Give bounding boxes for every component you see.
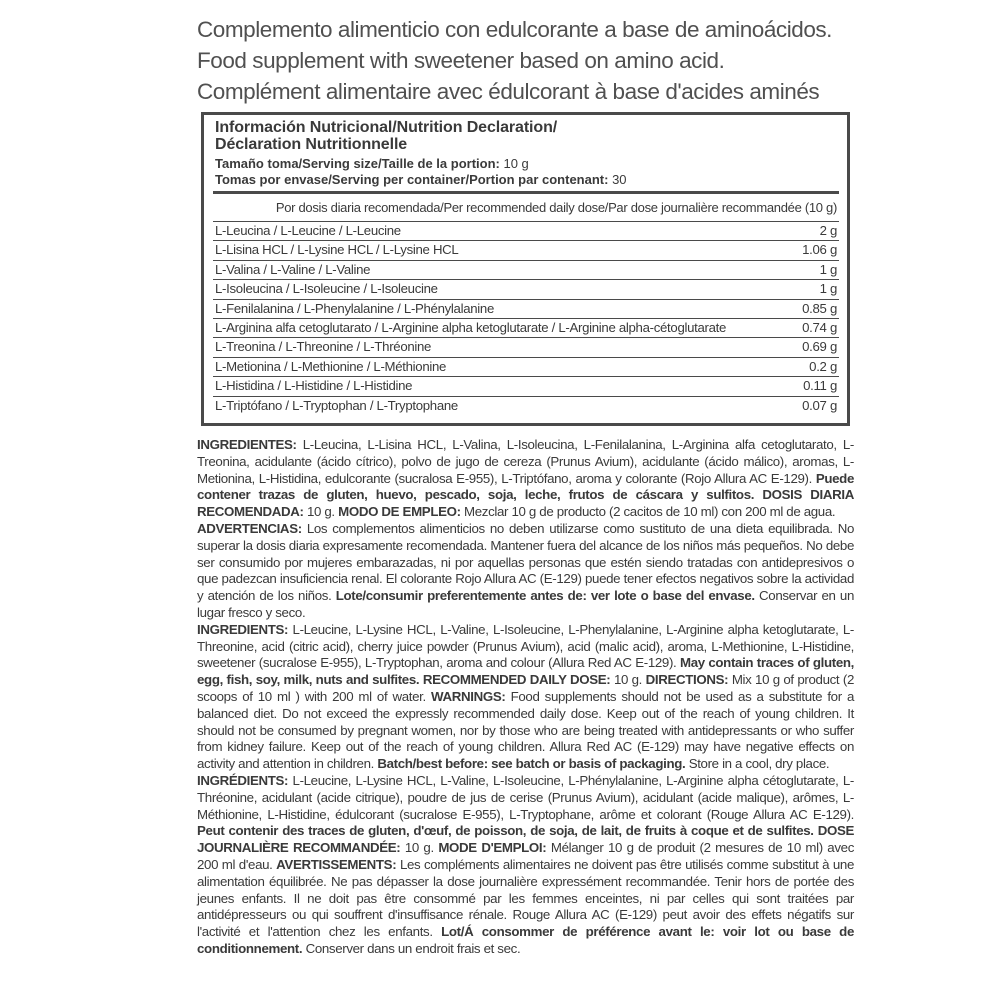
- nutrient-row: [213, 319, 839, 338]
- en-warnings: Food supplements should not be used as a substitute for a balanced diet. Do not exceed the expressly recommended daily dose. Keep out of the reach of young children. It should not be consumed by pregnant women, nor by those who are being treated with antidepressants or who suffer from kidney failure. Keep out of the reach of young children. Allura Red AC (E-129) may have negative effects on activity and attention in children.: [197, 688, 854, 772]
- nutrient-value: 0.85 g: [802, 300, 837, 316]
- nutrient-name: L-Metionina / L-Methionine / L-Méthionine: [215, 358, 447, 374]
- headline-en: Food supplement with sweetener based on amino acid.: [197, 48, 725, 73]
- nutrient-value: 1.06 g: [802, 242, 837, 258]
- nutrient-row: [213, 300, 839, 319]
- french-section: [197, 773, 854, 958]
- panel-title-line1: Información Nutricional/Nutrition Declaration/: [215, 119, 558, 136]
- fr-storage: Conserver dans un endroit frais et sec.: [302, 940, 521, 956]
- en-storage: Store in a cool, dry place.: [685, 756, 830, 772]
- panel-title-line2: Déclaration Nutritionnelle: [215, 136, 408, 153]
- nutrient-row: [213, 241, 839, 260]
- nutrient-name: L-Treonina / L-Threonine / L-Thréonine: [215, 339, 432, 355]
- es-storage: Conservar en un lugar fresco y seco.: [197, 588, 855, 620]
- servings-value: 30: [608, 172, 627, 187]
- es-ingredients: L-Leucina, L-Lisina HCL, L-Valina, L-Isoleucina, L-Fenilalanina, L-Arginina alfa cetoglutarato, L-Treonina, acidulante (ácido cítrico), polvo de jugo de cereza (Prunus Avium), acidulante (ácido málico), aromas, L-Metionina, L-Histidina, edulcorante (sucralosa E-955), L-Triptófano, aroma y colorante (Rojo Allura AC E-129).: [197, 437, 854, 486]
- es-allergens: Puede contener trazas de gluten, huevo, pescado, soja, leche, frutos de cáscara y sulfitos. DOSIS DIARIA RECOMENDADA:: [197, 470, 854, 520]
- es-lot: Lote/consumir preferentemente antes de: ver lote o base del envase.: [335, 588, 755, 604]
- en-ingredients: L-Leucine, L-Lysine HCL, L-Valine, L-Isoleucine, L-Phenylalanine, L-Arginine alpha ketoglutarate, L-Threonine, acid (citric acid), cherry juice powder (Prunus Avium), acid (malic acid), aroma, L-Methionine, L-Histidine, sweetener (sucralose E-955), L-Tryptophan, aroma and colour (Allura Red AC E-129).: [197, 621, 854, 671]
- en-directions: Mix 10 g of product (2 scoops of 10 ml ) with 200 ml of water.: [197, 672, 854, 704]
- servings-per-container: [215, 172, 837, 188]
- fr-warnings-label: AVERTISSEMENTS:: [276, 856, 397, 872]
- nutrient-row: [213, 280, 839, 299]
- nutrient-name: L-Arginina alfa cetoglutarato / L-Arginine alpha ketoglutarate / L-Arginine alpha-cétoglutarate: [215, 319, 727, 335]
- serving-size-label: Tamaño toma/Serving size/Taille de la portion:: [215, 156, 500, 171]
- en-warnings-label: WARNINGS:: [431, 688, 506, 704]
- nutrient-name: L-Isoleucina / L-Isoleucine / L-Isoleucine: [215, 281, 438, 297]
- nutrient-row: [213, 358, 839, 377]
- nutrient-value: 1 g: [819, 281, 837, 297]
- nutrient-name: L-Fenilalanina / L-Phenylalanine / L-Phénylalanine: [215, 300, 494, 316]
- headline-es: Complemento alimenticio con edulcorante a base de aminoácidos.: [197, 17, 832, 42]
- dose-header: Por dosis diaria recomendada/Per recommended daily dose/Par dose journalière recommandée (10 g): [275, 200, 837, 215]
- serving-size-value: 10 g: [499, 156, 529, 171]
- nutrient-value: 0.2 g: [809, 358, 837, 374]
- fr-lot: Lot/Á consommer de préférence avant le: voir lot ou base de conditionnement.: [197, 924, 854, 956]
- nutrient-value: 0.07 g: [802, 397, 837, 413]
- english-section: [197, 622, 854, 773]
- nutrient-name: L-Lisina HCL / L-Lysine HCL / L-Lysine HCL: [215, 242, 459, 258]
- nutrient-table: [213, 221, 839, 415]
- es-mode-label: MODO DE EMPLEO:: [338, 504, 461, 520]
- en-dose: 10 g.: [610, 672, 646, 688]
- es-dose: 10 g.: [303, 504, 339, 520]
- nutrient-row: [213, 377, 839, 396]
- nutrient-value: 0.74 g: [802, 319, 837, 335]
- nutrient-row: [213, 338, 839, 357]
- fr-dose: 10 g.: [400, 840, 439, 856]
- nutrient-row: [213, 261, 839, 280]
- nutrient-name: L-Triptófano / L-Tryptophan / L-Tryptophane: [215, 397, 458, 413]
- en-directions-label: DIRECTIONS:: [645, 672, 729, 688]
- product-headline: [197, 14, 987, 107]
- fr-mode-label: MODE D'EMPLOI:: [438, 840, 547, 856]
- nutrition-panel-header: [204, 115, 847, 188]
- fr-allergens: Peut contenir des traces de gluten, d'œuf, de poisson, de soja, de lait, de fruits à coque et de sulfites. DOSE JOURNALIÈRE RECOMMANDÉE:: [197, 823, 854, 856]
- nutrient-name: L-Valina / L-Valine / L-Valine: [215, 261, 371, 277]
- nutrition-panel: [201, 112, 850, 426]
- es-warnings-label: ADVERTENCIAS:: [197, 520, 302, 536]
- nutrient-name: L-Leucina / L-Leucine / L-Leucine: [215, 223, 401, 238]
- nutrient-row: [213, 397, 839, 415]
- nutrient-value: 1 g: [819, 261, 837, 277]
- nutrient-value: 0.69 g: [802, 339, 837, 355]
- es-ingredients-label: INGREDIENTES:: [197, 437, 297, 452]
- fr-mode: Mélanger 10 g de produit (2 mesures de 10 ml) avec 200 ml d'eau.: [197, 840, 854, 872]
- nutrient-value: 0.11 g: [803, 378, 837, 394]
- nutrient-name: L-Histidina / L-Histidine / L-Histidine: [215, 378, 413, 394]
- en-lot: Batch/best before: see batch or basis of packaging.: [377, 756, 686, 772]
- spanish-section: [197, 437, 854, 622]
- headline-fr: Complément alimentaire avec édulcorant à base d'acides aminés: [197, 79, 820, 104]
- es-mode: Mezclar 10 g de producto (2 cacitos de 10 ml) con 200 ml de agua.: [460, 504, 836, 520]
- fr-warnings: Les compléments alimentaires ne doivent pas être utilisés comme substitut à une alimentation équilibrée. Ne pas dépasser la dose journalière expressément recommandée. Tenir hors de portée des jeunes enfants. Il ne doit pas être consommé par les femmes enceintes, ni par celles qui sont traitées par antidépresseurs ou qui souffrent d'insuffisance rénale. Rouge Allura AC (E-129) peut avoir des effets négatifs sur l'activité et l'attention chez les enfants.: [197, 856, 854, 940]
- nutrient-row: [213, 222, 839, 241]
- fr-ingredients-label: INGRÉDIENTS:: [197, 772, 289, 788]
- servings-label: Tomas por envase/Serving per container/Portion par contenant:: [215, 172, 609, 187]
- fr-ingredients: L-Leucine, L-Lysine HCL, L-Valine, L-Isoleucine, L-Phénylalanine, L-Arginine alpha cétoglutarate, L-Thréonine, acidulant (acide citrique), poudre de jus de cerise (Prunus Avium), acidulant (acide malique), arômes, L-Méthionine, L-Histidine, édulcorant (sucralose E-955), L-Tryptophane, arôme et colorant (Rouge Allura AC E-129).: [197, 772, 854, 822]
- label-body-text: [197, 437, 854, 958]
- en-allergens: May contain traces of gluten, egg, fish, soy, milk, nuts and sulfites. RECOMMENDED DAILY DOSE:: [197, 655, 854, 688]
- en-ingredients-label: INGREDIENTS:: [197, 621, 289, 637]
- es-warnings: Los complementos alimenticios no deben utilizarse como sustituto de una dieta equilibrada. No superar la dosis diaria expresamente recomendada. Mantener fuera del alcance de los niños más pequeños. No debe ser consumido por mujeres embarazadas, ni por aquellas personas que estén siendo tratadas con antidepresivos o que padezcan insuficiencia renal. El colorante Rojo Allura AC (E-129) puede tener efectos negativos sobre la actividad y atención de los niños.: [197, 520, 854, 604]
- nutrient-value: 2 g: [819, 223, 837, 238]
- serving-size: [215, 156, 837, 172]
